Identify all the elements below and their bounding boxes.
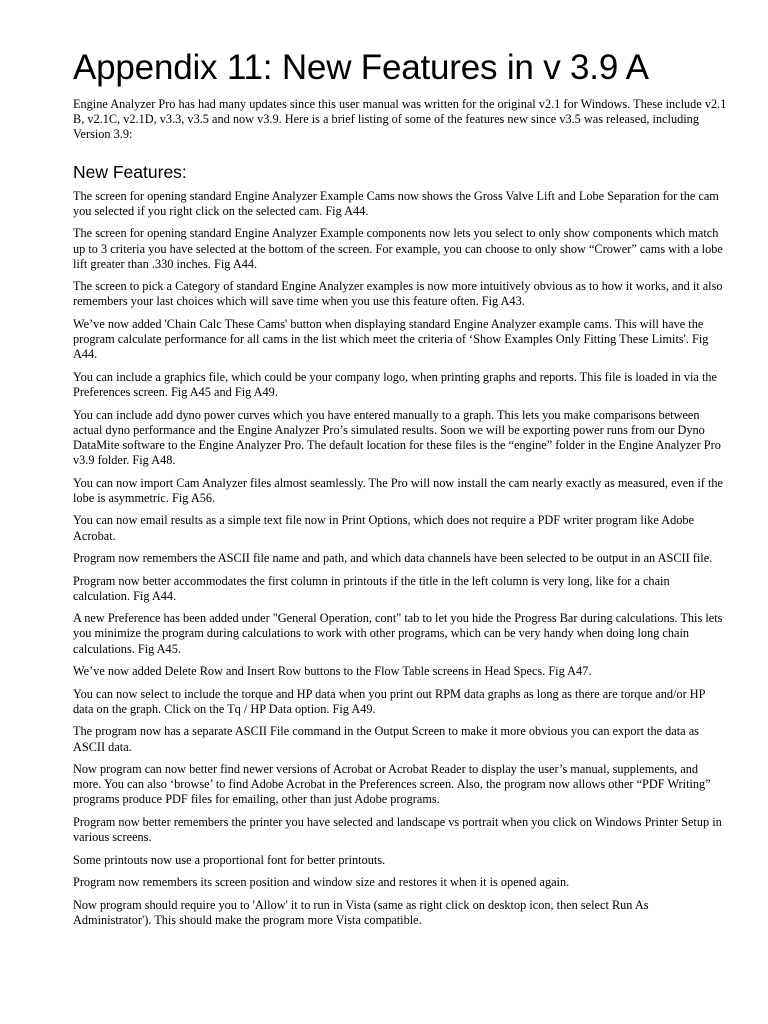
feature-paragraph-16: Program now better remembers the printer you have selected and landscape vs portrait when you click on Windows Printer Setup in various screens.: [73, 814, 722, 845]
intro-paragraph: Engine Analyzer Pro has had many updates since this user manual was written for the original v2.1 for Windows. These include v2.1 B, v2.1C, v2.1D, v3.3, v3.5 and now v3.9. Here is a brief listing of some of the features new since v3.5 was released, including Version 3.9:: [73, 97, 727, 142]
feature-paragraph-1: The screen for opening standard Engine Analyzer Example Cams now shows the Gross Valve Lift and Lobe Separation for the cam you selected if you right click on the selected cam. Fig A44.: [73, 188, 719, 218]
section-heading: New Features:: [73, 161, 187, 182]
feature-paragraph-10: Program now better accommodates the first column in printouts if the title in the left column is very long, like for a chain calculation. Fig A44.: [73, 573, 670, 603]
feature-paragraph-8: You can now email results as a simple text file now in Print Options, which does not require a PDF writer program like Adobe Acrobat.: [73, 513, 695, 543]
feature-paragraph-11: A new Preference has been added under "General Operation, cont" tab to let you hide the Progress Bar during calculations. This lets you minimize the program during calculations to work with other programs, which can be very handy when doing long chain calculations. Fig A45.: [73, 611, 723, 656]
page-title: Appendix 11: New Features in v 3.9 A: [73, 48, 649, 87]
feature-paragraph-13: You can now select to include the torque and HP data when you print out RPM data graphs as long as there are torque and/or HP data on the graph. Click on the Tq / HP Data option. Fig A49.: [73, 686, 706, 716]
feature-paragraph-2: The screen for opening standard Engine Analyzer Example components now lets you select to only show components which match up to 3 criteria you have selected at the bottom of the screen. For example, you can choose to only show “Crower” cams with a lobe lift greater than .330 inches. Fig A44.: [73, 226, 723, 271]
feature-paragraph-14: The program now has a separate ASCII File command in the Output Screen to make it more obvious you can export the data as ASCII data.: [73, 724, 699, 754]
feature-paragraph-5: You can include a graphics file, which could be your company logo, when printing graphs and reports. This file is loaded in via the Preferences screen. Fig A45 and Fig A49.: [73, 369, 717, 400]
feature-paragraph-15: Now program can now better find newer versions of Acrobat or Acrobat Reader to display the user’s manual, supplements, and more. You can also ‘browse’ to find Adobe Acrobat in the Preferences screen. Also, the program now allows other “PDF Writing” programs produce PDF files for emailing, other than just Adobe programs.: [73, 762, 711, 807]
feature-paragraph-12: We’ve now added Delete Row and Insert Row buttons to the Flow Table screens in Head Specs. Fig A47.: [73, 664, 592, 679]
feature-paragraph-7: You can now import Cam Analyzer files almost seamlessly. The Pro will now install the cam nearly exactly as measured, even if the lobe is asymmetric. Fig A56.: [73, 475, 723, 505]
feature-paragraph-3: The screen to pick a Category of standard Engine Analyzer examples is now more intuitively obvious as to how it works, and it also remembers your last choices which will save time when you use this feature often. Fig A43.: [73, 279, 723, 309]
feature-paragraph-6: You can include add dyno power curves which you have entered manually to a graph. This lets you make comparisons between actual dyno performance and the Engine Analyzer Pro’s simulated results. Soon we will be exporting power runs from our Dyno DataMite software to the Engine Analyzer Pro. The default location for these files is the “engine” folder in the Engine Analyzer Pro v3.9 folder. Fig A48.: [73, 407, 721, 468]
feature-paragraph-4: We’ve now added 'Chain Calc These Cams' button when displaying standard Engine Analyzer example cams. This will have the program calculate performance for all cams in the list which meet the criteria of ‘Show Examples Only Fitting These Limits'. Fig A44.: [73, 316, 709, 362]
feature-paragraph-19: Now program should require you to 'Allow' it to run in Vista (same as right click on desktop icon, then select Run As Administrator'). This should make the program more Vista compatible.: [73, 897, 649, 927]
feature-list: [73, 189, 728, 928]
feature-paragraph-17: Some printouts now use a proportional font for better printouts.: [73, 852, 386, 867]
feature-paragraph-9: Program now remembers the ASCII file name and path, and which data channels have been selected to be output in an ASCII file.: [73, 551, 713, 566]
feature-paragraph-18: Program now remembers its screen position and window size and restores it when it is opened again.: [73, 875, 570, 890]
